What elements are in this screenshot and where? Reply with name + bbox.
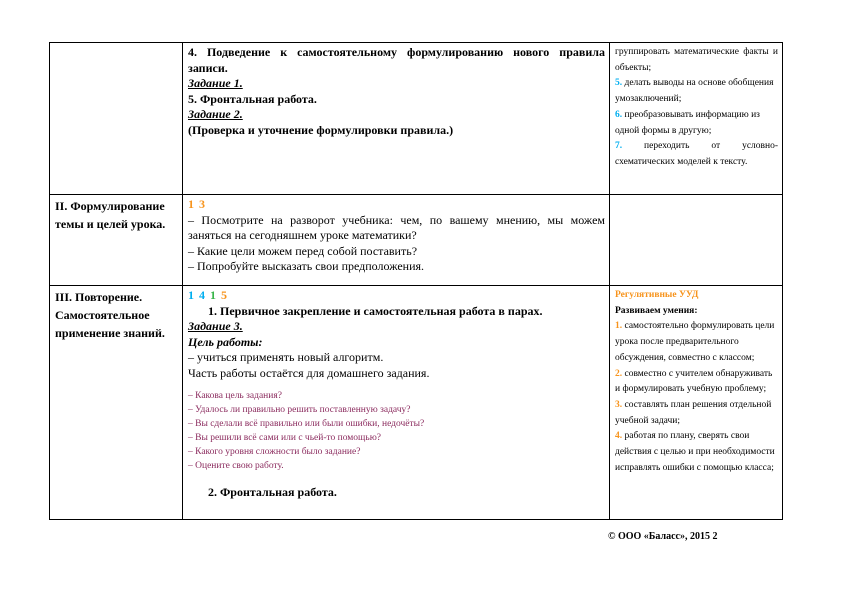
content-cell xyxy=(183,195,610,286)
skills-cell xyxy=(610,195,783,286)
skill-number: 6. xyxy=(615,109,623,120)
item-heading: Подведение к самостоятельному формулированию нового правила записи. xyxy=(188,45,605,75)
item-heading: 2. Фронтальная работа. xyxy=(208,485,337,499)
reflection-question: – Какова цель задания? xyxy=(188,391,282,401)
skill-text: составлять план решения отдельной учебной задачи; xyxy=(615,399,772,426)
skills-cell xyxy=(610,43,783,195)
content-cell xyxy=(183,43,610,195)
reflection-question: – Удалось ли правильно решить поставленную задачу? xyxy=(188,405,411,415)
table-row xyxy=(50,195,783,286)
stage-cell xyxy=(50,195,183,286)
skill-number: 4. xyxy=(615,431,623,442)
skills-cell xyxy=(610,286,783,520)
task-label: Задание 2. xyxy=(188,107,243,121)
question-text: – Какие цели можем перед собой поставить? xyxy=(188,243,418,258)
skill-text: группировать математические факты и объекты; xyxy=(615,47,778,73)
stage-text: III. Повторение. Самостоятельное применение знаний. xyxy=(55,290,165,340)
code-1-green: 1 xyxy=(210,288,217,302)
reflection-question: – Какого уровня сложности было задание? xyxy=(188,447,361,457)
skills-header: Регулятивные УУД xyxy=(615,290,699,300)
skill-text: самостоятельно формулировать цели урока после предварительного обсуждения, совместно с классом; xyxy=(615,321,775,363)
content-cell xyxy=(183,286,610,520)
activity-codes xyxy=(188,197,605,213)
reflection-question: – Оцените свою работу. xyxy=(188,461,284,471)
skill-number: 3. xyxy=(615,399,623,410)
goal-text: – учиться применять новый алгоритм. xyxy=(188,350,384,364)
code-1: 1 xyxy=(188,197,195,211)
table-row xyxy=(50,43,783,195)
skill-number: 2. xyxy=(615,368,623,379)
reflection-question: – Вы решили всё сами или с чьей-то помощью? xyxy=(188,433,382,443)
task-label: Задание 1. xyxy=(188,76,243,90)
skills-subheader: Развиваем умения: xyxy=(615,305,698,316)
stage-text: II. Формулирование темы и целей урока. xyxy=(55,199,166,231)
homework-note: Часть работы остаётся для домашнего задания. xyxy=(188,365,430,380)
goal-label: Цель работы: xyxy=(188,334,263,349)
check-note: (Проверка и уточнение формулировки правила.) xyxy=(188,122,454,137)
lesson-plan-table xyxy=(49,42,783,520)
code-3: 3 xyxy=(199,197,206,211)
item-heading: 1. Первичное закрепление и самостоятельная работа в парах. xyxy=(208,303,543,318)
code-5: 5 xyxy=(221,288,228,302)
activity-codes xyxy=(188,288,605,304)
item-number: 4. xyxy=(188,45,197,59)
skill-text: делать выводы на основе обобщения умозаключений; xyxy=(615,78,774,105)
task-label: Задание 3. xyxy=(188,319,243,333)
stage-cell xyxy=(50,286,183,520)
skill-text: совместно с учителем обнаруживать и формулировать учебную проблему; xyxy=(615,368,773,395)
skill-number: 1. xyxy=(615,321,623,332)
code-1: 1 xyxy=(188,288,195,302)
item-heading: 5. Фронтальная работа. xyxy=(188,91,317,106)
skill-text: работая по плану, сверять свои действия с целью и при необходимости исправлять ошибки с помощью класса; xyxy=(615,431,775,473)
skill-number: 7. xyxy=(615,141,623,152)
skill-text: переходить от условно-схематических моделей к тексту. xyxy=(615,141,779,167)
copyright-footer: © ООО «Баласс», 2015 2 xyxy=(608,531,718,542)
reflection-question: – Вы сделали всё правильно или были ошибки, недочёты? xyxy=(188,419,425,429)
table-row xyxy=(50,286,783,520)
skill-number: 5. xyxy=(615,78,623,89)
question-text: – Посмотрите на разворот учебника: чем, по вашему мнению, мы можем заняться на сегодняшнем уроке математики? xyxy=(188,212,605,242)
stage-cell xyxy=(50,43,183,195)
skill-text: преобразовывать информацию из одной формы в другую; xyxy=(615,109,760,136)
code-4: 4 xyxy=(199,288,206,302)
question-text: – Попробуйте высказать свои предположения. xyxy=(188,259,425,273)
